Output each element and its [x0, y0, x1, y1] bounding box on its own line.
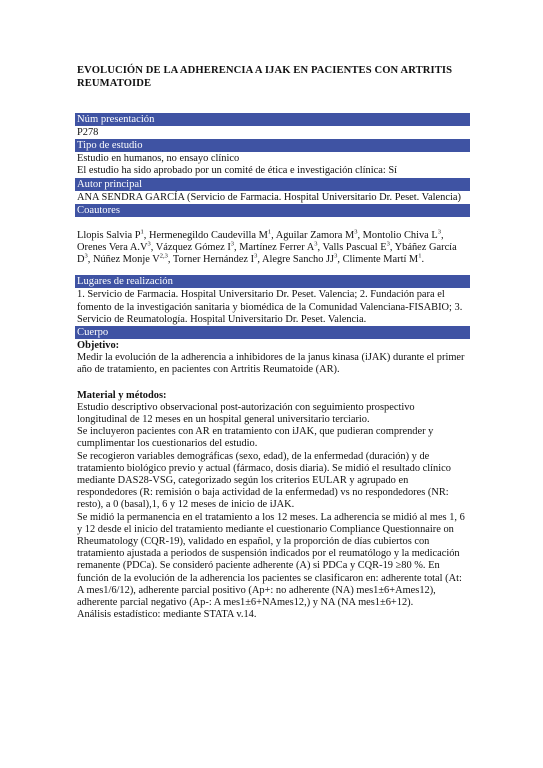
coautor-affiliation: 3	[437, 228, 441, 236]
coautor-affiliation: 3	[354, 228, 358, 236]
objetivo-text: Medir la evolución de la adherencia a inhibidores de la janus kinasa (iJAK) durante el primer año de tratamiento, en pacientes con Artritis Reumatoide (AR).	[77, 352, 465, 376]
coautor-separator: ,	[271, 229, 276, 241]
coautor-separator: ,	[357, 229, 363, 241]
coautor-separator: ,	[440, 229, 444, 241]
coautor-name: Hermenegildo Caudevilla M	[148, 229, 268, 241]
coautor-separator: ,	[143, 229, 149, 241]
abstract-page	[77, 64, 467, 622]
tipo-estudio-line-2: El estudio ha sido aprobado por un comité de ética e investigación clínica: Sí	[77, 165, 397, 177]
coautor-affiliation: 3	[84, 252, 88, 260]
lugares-value: 1. Servicio de Farmacia. Hospital Universitario Dr. Peset. Valencia; 2. Fundación para el fomento de la investigación sanitaria y biomédica de la Comunidad Valenciana-FISABIO; 3. Servicio de Reumatología. Hospital Universitario Dr. Peset. Valencia.	[77, 289, 463, 325]
coautor-separator: ,	[167, 254, 173, 266]
coautor-affiliation: 2,3	[159, 252, 168, 260]
coautor-name: Orenes Vera A.V	[77, 242, 148, 254]
section-header-cuerpo: Cuerpo	[75, 326, 470, 339]
document-title: EVOLUCIÓN DE LA ADHERENCIA A IJAK EN PACIENTES CON ARTRITIS REUMATOIDE	[77, 65, 453, 89]
section-header-tipo-estudio: Tipo de estudio	[75, 139, 470, 152]
coautor-name: Llopis Salvia P	[77, 229, 141, 241]
objetivo-heading: Objetivo:	[77, 340, 120, 352]
coautor-affiliation: 3	[334, 252, 338, 260]
metodos-heading: Material y métodos:	[77, 389, 167, 401]
coautor-name: Martínez Ferrer A	[239, 242, 315, 254]
coautor-name: Valls Pascual E	[322, 242, 387, 254]
metodos-paragraph: Estudio descriptivo observacional post-autorización con seguimiento prospectivo longitudinal de 12 meses en un hospital general universitario terciario.	[77, 401, 415, 426]
coautor-affiliation: 3	[386, 240, 390, 248]
metodos-paragraph: Se recogieron variables demográficas (sexo, edad), de la enfermedad (duración) y de tratamiento biológico previo y actual (fármaco, dosis diaria). Se midió el resultado clínico mediante DAS28-VSG, categorizado según los criterios EULAR y agrupado en respondedores (R: remisión o baja actividad de la enfermedad) vs no respondedores (NR: resto), a 0 (basal),1, 6 y 12 meses de inicio de iJAK.	[77, 450, 451, 511]
coautor-separator: ,	[317, 242, 323, 254]
coautor-name: Aguilar Zamora M	[275, 229, 355, 241]
coautor-affiliation: 1	[418, 252, 422, 260]
coautor-name: Vázquez Gómez I	[155, 242, 231, 254]
tipo-estudio-line-1: Estudio en humanos, no ensayo clínico	[77, 153, 240, 165]
coautor-affiliation: 1	[267, 228, 272, 236]
coautor-separator: ,	[257, 254, 262, 266]
coautor-name: Alegre Sancho JJ	[261, 254, 335, 266]
section-header-coautores: Coautores	[75, 204, 470, 217]
coautor-name: Núñez Monje V	[92, 254, 160, 266]
coautor-separator: .	[421, 254, 425, 266]
coautor-separator: ,	[87, 254, 93, 266]
section-header-lugares: Lugares de realización	[75, 275, 470, 288]
coautor-name: Climente Martí M	[342, 254, 419, 266]
section-header-autor-principal: Autor principal	[75, 178, 470, 191]
metodos-paragraph: Se midió la permanencia en el tratamiento a los 12 meses. La adherencia se midió al mes 1, 6 y 12 desde el inicio del tratamiento mediante el cuestionario Compliance Questionnaire on Rheumatology (CQR-19), validado en español, y la proporción de días cubiertos con tratamiento ajustada a periodos de suspensión indicados por el reumatólogo y la medicación remanente (PDCa). Se consideró paciente adherente (A) si PDCa y CQR-19 ≥80 %. En función de la evolución de la adherencia los pacientes se clasificaron en: adherente total (At: A mes1/6/12), adherente parcial positivo (Ap+: no adherente (NA) mes1±6+Ames12), adherente parcial negativo (Ap-: A mes1±6+NAmes12,) y NA (NA mes1±6+12).	[77, 511, 465, 609]
coautor-separator: ,	[150, 242, 156, 254]
metodos-paragraph: Análisis estadístico: mediante STATA v.14.	[77, 609, 257, 621]
coautores-list	[77, 230, 467, 267]
autor-principal-value: ANA SENDRA GARCÍA (Servicio de Farmacia. Hospital Universitario Dr. Peset. Valencia)	[77, 191, 461, 203]
coautor-affiliation: 3	[147, 240, 151, 248]
coautor-affiliation: 1	[140, 228, 144, 236]
coautor-name: Torner Hernández I	[172, 254, 255, 266]
metodos-body	[77, 402, 467, 622]
coautor-name: Montolio Chiva L	[362, 229, 438, 241]
section-header-num-presentacion: Núm presentación	[75, 113, 470, 126]
metodos-paragraph: Se incluyeron pacientes con AR en tratamiento con iJAK, que pudieran comprender y cumplimentar los cuestionarios del estudio.	[77, 426, 434, 450]
coautor-separator: ,	[234, 242, 240, 254]
num-presentacion-value: P278	[77, 127, 99, 138]
coautor-name: Ybáñez García D	[77, 242, 457, 266]
coautor-affiliation: 3	[254, 252, 258, 260]
coautor-separator: ,	[337, 254, 343, 266]
coautor-affiliation: 3	[314, 240, 318, 248]
coautor-separator: ,	[389, 242, 395, 254]
coautor-affiliation: 3	[230, 240, 235, 248]
